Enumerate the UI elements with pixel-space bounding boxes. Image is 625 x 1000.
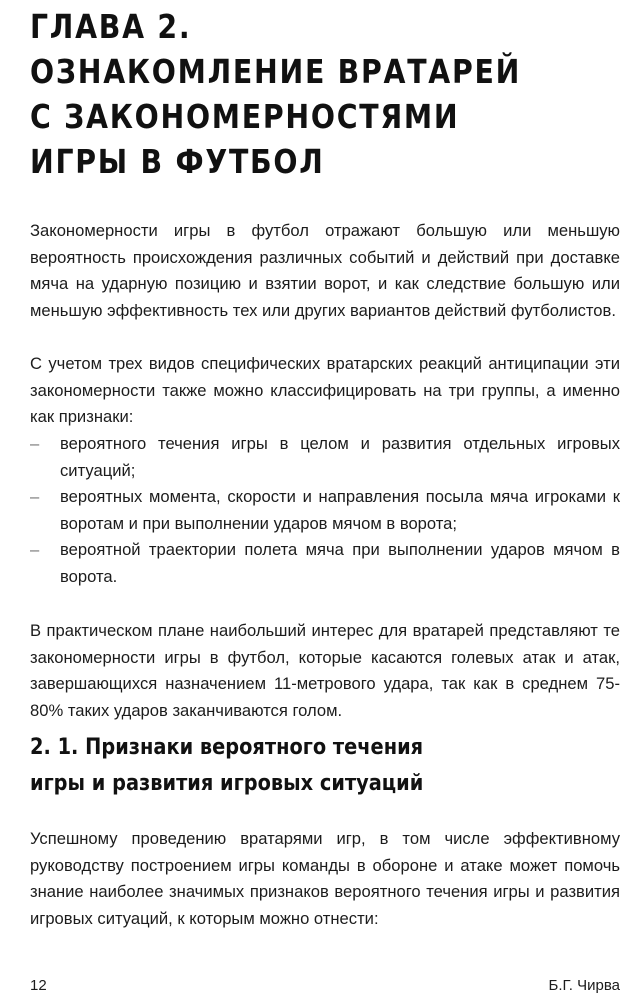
body-paragraph [30,826,620,932]
chapter-title-line: ИГРЫ В ФУТБОЛ [30,142,325,181]
list-item-text: вероятных момента, скорости и направления посыла мяча игроками к воротам и при выполнении ударов мячом в ворота; [60,487,620,533]
section-title-line: игры и развития игровых ситуаций [30,771,424,796]
paragraph-text: Успешному проведению вратарями игр, в том числе эффективному руководству построением игры команды в обороне и атаке может помочь знание наиболее значимых признаков вероятного течения игры и развития игровых ситуаций, к которым можно отнести: [30,829,620,928]
body-paragraph [30,618,620,724]
list-item [30,484,620,537]
author-name: Б.Г. Чирва [548,977,620,994]
paragraph-text: Закономерности игры в футбол отражают большую или меньшую вероятность происхождения различных событий и действий при доставке мяча на ударную позицию и взятии ворот, и как следствие большую или меньшую эффективность тех или других вариантов действий футболистов. [30,221,620,320]
page-number: 12 [30,977,47,994]
body-paragraph [30,218,620,324]
section-title-line: 2. 1. Признаки вероятного течения [30,735,424,760]
paragraph-text: С учетом трех видов специфических вратарских реакций антиципации эти закономерности также можно классифицировать на три группы, а именно как признаки: [30,354,620,427]
list-item-text: вероятной траектории полета мяча при выполнении ударов мячом в ворота. [60,540,620,586]
chapter-title-line: ОЗНАКОМЛЕНИЕ ВРАТАРЕЙ [30,52,522,91]
bullet-list [30,431,620,591]
list-item [30,537,620,590]
list-item-text: вероятного течения игры в целом и развития отдельных игровых ситуаций; [60,434,620,480]
chapter-title-line: ГЛАВА 2. [30,7,192,46]
chapter-title-line: С ЗАКОНОМЕРНОСТЯМИ [30,97,460,136]
dash-bullet: – [30,434,40,453]
dash-bullet: – [30,487,40,507]
dash-bullet: – [30,540,40,560]
list-item [30,431,620,484]
section-title [30,730,558,802]
body-paragraph [30,351,620,431]
paragraph-text: В практическом плане наибольший интерес для вратарей представляют те закономерности игры в футбол, которые касаются голевых атак и атак, завершающихся назначением 11-метрового удара, так как в среднем 75-80% таких ударов заканчиваются голом. [30,621,620,720]
chapter-title [30,4,529,184]
